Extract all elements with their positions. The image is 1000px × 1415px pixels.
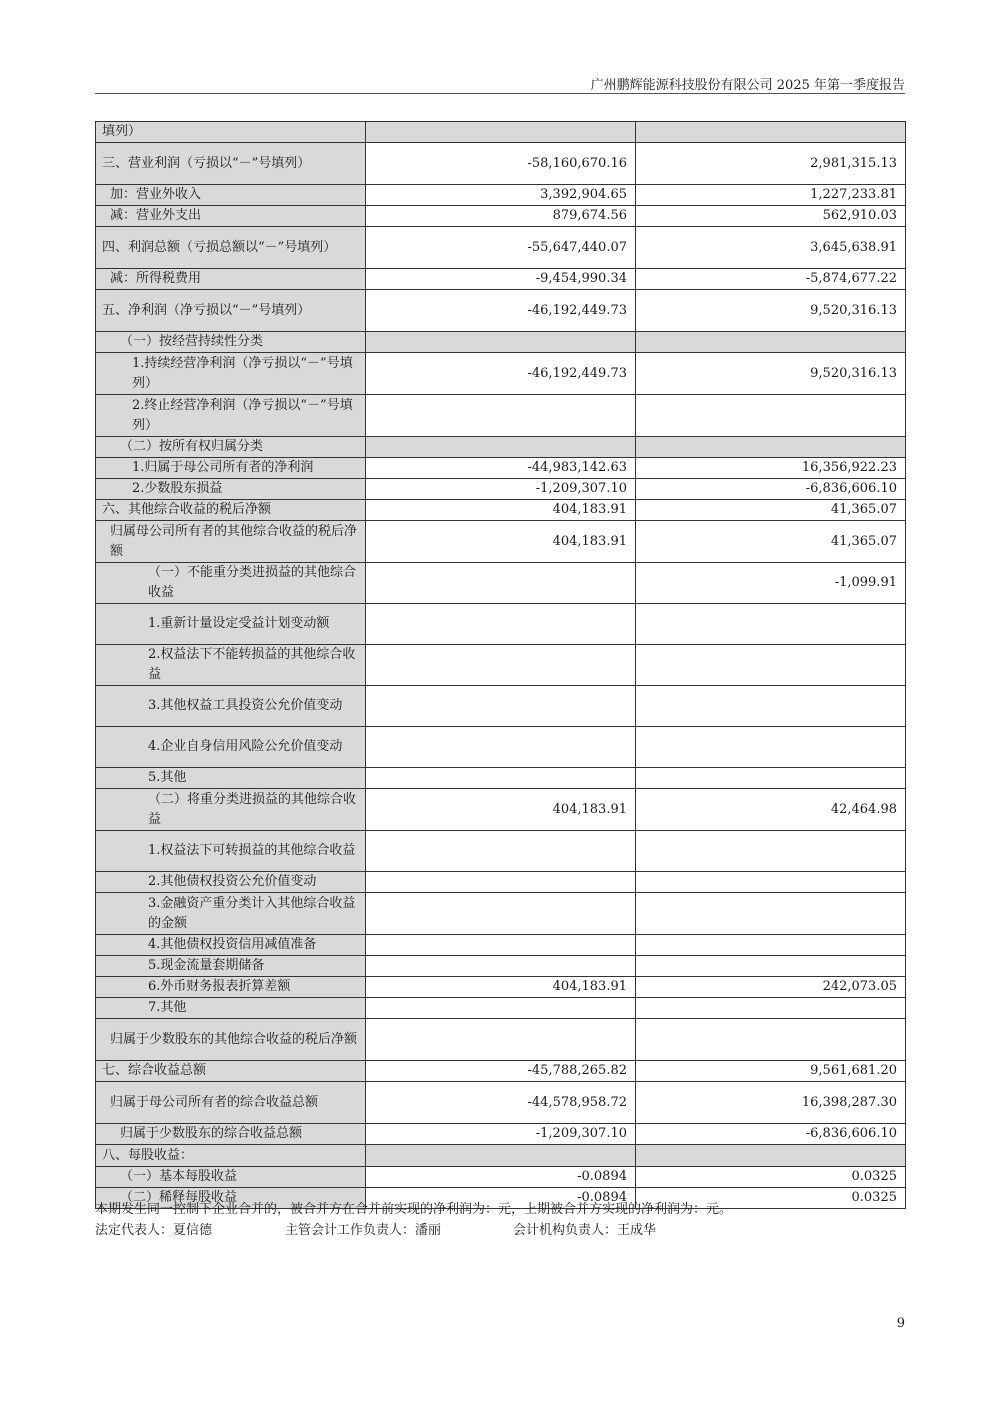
table-row — [96, 686, 906, 727]
row-label: 归属于少数股东的综合收益总额 — [96, 1124, 366, 1145]
table-row — [96, 1145, 906, 1167]
prior-period-value: 9,520,316.13 — [636, 353, 906, 395]
row-label: 4.其他债权投资信用减值准备 — [96, 935, 366, 956]
accounting-head: 主管会计工作负责人：潘丽 — [285, 1223, 442, 1238]
current-period-value — [366, 1145, 636, 1167]
table-row — [96, 935, 906, 956]
header-divider — [95, 93, 905, 94]
current-period-value: -0.0894 — [366, 1167, 636, 1188]
current-period-value: -44,983,142.63 — [366, 458, 636, 479]
table-row — [96, 269, 906, 290]
current-period-value: -46,192,449.73 — [366, 353, 636, 395]
table-row — [96, 1082, 906, 1124]
prior-period-value: 562,910.03 — [636, 206, 906, 227]
table-row — [96, 353, 906, 395]
current-period-value: -46,192,449.73 — [366, 290, 636, 332]
row-label: 5.现金流量套期储备 — [96, 956, 366, 977]
row-label: 归属于少数股东的其他综合收益的税后净额 — [96, 1019, 366, 1061]
table-row — [96, 1167, 906, 1188]
prior-period-value — [636, 1145, 906, 1167]
prior-period-value: 9,520,316.13 — [636, 290, 906, 332]
prior-period-value: -6,836,606.10 — [636, 1124, 906, 1145]
table-row — [96, 521, 906, 563]
table-row — [96, 872, 906, 893]
row-label: （二）稀释每股收益 — [96, 1188, 366, 1209]
current-period-value: 404,183.91 — [366, 789, 636, 831]
page-number: 9 — [896, 1316, 905, 1331]
row-label: （一）不能重分类进损益的其他综合收益 — [96, 563, 366, 604]
row-label: （一）按经营持续性分类 — [96, 332, 366, 353]
table-row — [96, 768, 906, 789]
prior-period-value — [636, 395, 906, 437]
row-label: 填列） — [96, 122, 366, 143]
current-period-value — [366, 686, 636, 727]
row-label: 三、营业利润（亏损以“－”号填列） — [96, 143, 366, 185]
prior-period-value — [636, 727, 906, 768]
row-label: 3.金融资产重分类计入其他综合收益的金额 — [96, 893, 366, 935]
current-period-value: -0.0894 — [366, 1188, 636, 1209]
current-period-value — [366, 831, 636, 872]
row-label: 归属母公司所有者的其他综合收益的税后净额 — [96, 521, 366, 563]
prior-period-value — [636, 935, 906, 956]
row-label: 3.其他权益工具投资公允价值变动 — [96, 686, 366, 727]
row-label: 1.持续经营净利润（净亏损以“－”号填列） — [96, 353, 366, 395]
prior-period-value: 3,645,638.91 — [636, 227, 906, 269]
current-period-value — [366, 998, 636, 1019]
report-header: 广州鹏辉能源科技股份有限公司 2025 年第一季度报告 — [590, 78, 905, 93]
row-label: 五、净利润（净亏损以“－”号填列） — [96, 290, 366, 332]
table-row — [96, 122, 906, 143]
table-row — [96, 479, 906, 500]
current-period-value: 3,392,904.65 — [366, 185, 636, 206]
income-statement-table — [95, 121, 906, 1209]
current-period-value: -45,788,265.82 — [366, 1061, 636, 1082]
table-row — [96, 645, 906, 686]
prior-period-value: 2,981,315.13 — [636, 143, 906, 185]
prior-period-value — [636, 872, 906, 893]
row-label: 7.其他 — [96, 998, 366, 1019]
current-period-value: 404,183.91 — [366, 521, 636, 563]
legal-representative: 法定代表人：夏信德 — [95, 1223, 213, 1238]
table-row — [96, 998, 906, 1019]
current-period-value: 404,183.91 — [366, 977, 636, 998]
row-label: （二）按所有权归属分类 — [96, 437, 366, 458]
current-period-value: -58,160,670.16 — [366, 143, 636, 185]
current-period-value: -1,209,307.10 — [366, 1124, 636, 1145]
table-row — [96, 604, 906, 645]
prior-period-value: 242,073.05 — [636, 977, 906, 998]
row-label: 1.重新计量设定受益计划变动额 — [96, 604, 366, 645]
row-label: 2.其他债权投资公允价值变动 — [96, 872, 366, 893]
row-label: 2.权益法下不能转损益的其他综合收益 — [96, 645, 366, 686]
table-row — [96, 332, 906, 353]
row-label: 2.终止经营净利润（净亏损以“－”号填列） — [96, 395, 366, 437]
prior-period-value: 41,365.07 — [636, 521, 906, 563]
table-row — [96, 727, 906, 768]
table-row — [96, 185, 906, 206]
table-row — [96, 143, 906, 185]
table-row — [96, 290, 906, 332]
table-row — [96, 956, 906, 977]
row-label: 归属于母公司所有者的综合收益总额 — [96, 1082, 366, 1124]
current-period-value — [366, 872, 636, 893]
current-period-value — [366, 956, 636, 977]
row-label: 4.企业自身信用风险公允价值变动 — [96, 727, 366, 768]
current-period-value: 404,183.91 — [366, 500, 636, 521]
row-label: 1.权益法下可转损益的其他综合收益 — [96, 831, 366, 872]
prior-period-value — [636, 956, 906, 977]
row-label: 四、利润总额（亏损总额以“－”号填列） — [96, 227, 366, 269]
table-row — [96, 1061, 906, 1082]
table-row — [96, 789, 906, 831]
prior-period-value: 16,398,287.30 — [636, 1082, 906, 1124]
prior-period-value: 41,365.07 — [636, 500, 906, 521]
table-row — [96, 1124, 906, 1145]
row-label: （二）将重分类进损益的其他综合收益 — [96, 789, 366, 831]
row-label: 6.外币财务报表折算差额 — [96, 977, 366, 998]
row-label: 七、综合收益总额 — [96, 1061, 366, 1082]
table-row — [96, 458, 906, 479]
footer-note: 本期发生同一控制下企业合并的，被合并方在合并前实现的净利润为：元，上期被合并方实现的净利润为：元。 — [95, 1202, 733, 1217]
row-label: 六、其他综合收益的税后净额 — [96, 500, 366, 521]
current-period-value — [366, 1019, 636, 1061]
current-period-value: -55,647,440.07 — [366, 227, 636, 269]
current-period-value: -9,454,990.34 — [366, 269, 636, 290]
table-row — [96, 206, 906, 227]
current-period-value — [366, 727, 636, 768]
prior-period-value: -5,874,677.22 — [636, 269, 906, 290]
row-label: 八、每股收益： — [96, 1145, 366, 1167]
prior-period-value: 1,227,233.81 — [636, 185, 906, 206]
current-period-value — [366, 768, 636, 789]
row-label: 减：营业外支出 — [96, 206, 366, 227]
prior-period-value — [636, 686, 906, 727]
current-period-value — [366, 332, 636, 353]
prior-period-value — [636, 768, 906, 789]
prior-period-value — [636, 437, 906, 458]
row-label: 1.归属于母公司所有者的净利润 — [96, 458, 366, 479]
current-period-value: 879,674.56 — [366, 206, 636, 227]
prior-period-value — [636, 332, 906, 353]
table-row — [96, 227, 906, 269]
prior-period-value: 0.0325 — [636, 1167, 906, 1188]
row-label: 加：营业外收入 — [96, 185, 366, 206]
table-row — [96, 437, 906, 458]
prior-period-value — [636, 1019, 906, 1061]
prior-period-value: 42,464.98 — [636, 789, 906, 831]
prior-period-value — [636, 831, 906, 872]
current-period-value: -1,209,307.10 — [366, 479, 636, 500]
current-period-value: -44,578,958.72 — [366, 1082, 636, 1124]
prior-period-value — [636, 604, 906, 645]
prior-period-value — [636, 645, 906, 686]
current-period-value — [366, 645, 636, 686]
table-row — [96, 395, 906, 437]
prior-period-value: -6,836,606.10 — [636, 479, 906, 500]
prior-period-value — [636, 893, 906, 935]
table-row — [96, 831, 906, 872]
current-period-value — [366, 395, 636, 437]
row-label: 2.少数股东损益 — [96, 479, 366, 500]
row-label: （一）基本每股收益 — [96, 1167, 366, 1188]
table-row — [96, 977, 906, 998]
accounting-dept-head: 会计机构负责人：王成华 — [513, 1223, 657, 1238]
row-label: 减：所得税费用 — [96, 269, 366, 290]
table-row — [96, 893, 906, 935]
prior-period-value: 16,356,922.23 — [636, 458, 906, 479]
current-period-value — [366, 604, 636, 645]
table-row — [96, 500, 906, 521]
current-period-value — [366, 893, 636, 935]
prior-period-value: -1,099.91 — [636, 563, 906, 604]
prior-period-value: 9,561,681.20 — [636, 1061, 906, 1082]
current-period-value — [366, 122, 636, 143]
table-row — [96, 563, 906, 604]
current-period-value — [366, 563, 636, 604]
current-period-value — [366, 437, 636, 458]
row-label: 5.其他 — [96, 768, 366, 789]
table-row — [96, 1019, 906, 1061]
prior-period-value — [636, 998, 906, 1019]
prior-period-value — [636, 122, 906, 143]
current-period-value — [366, 935, 636, 956]
prior-period-value: 0.0325 — [636, 1188, 906, 1209]
